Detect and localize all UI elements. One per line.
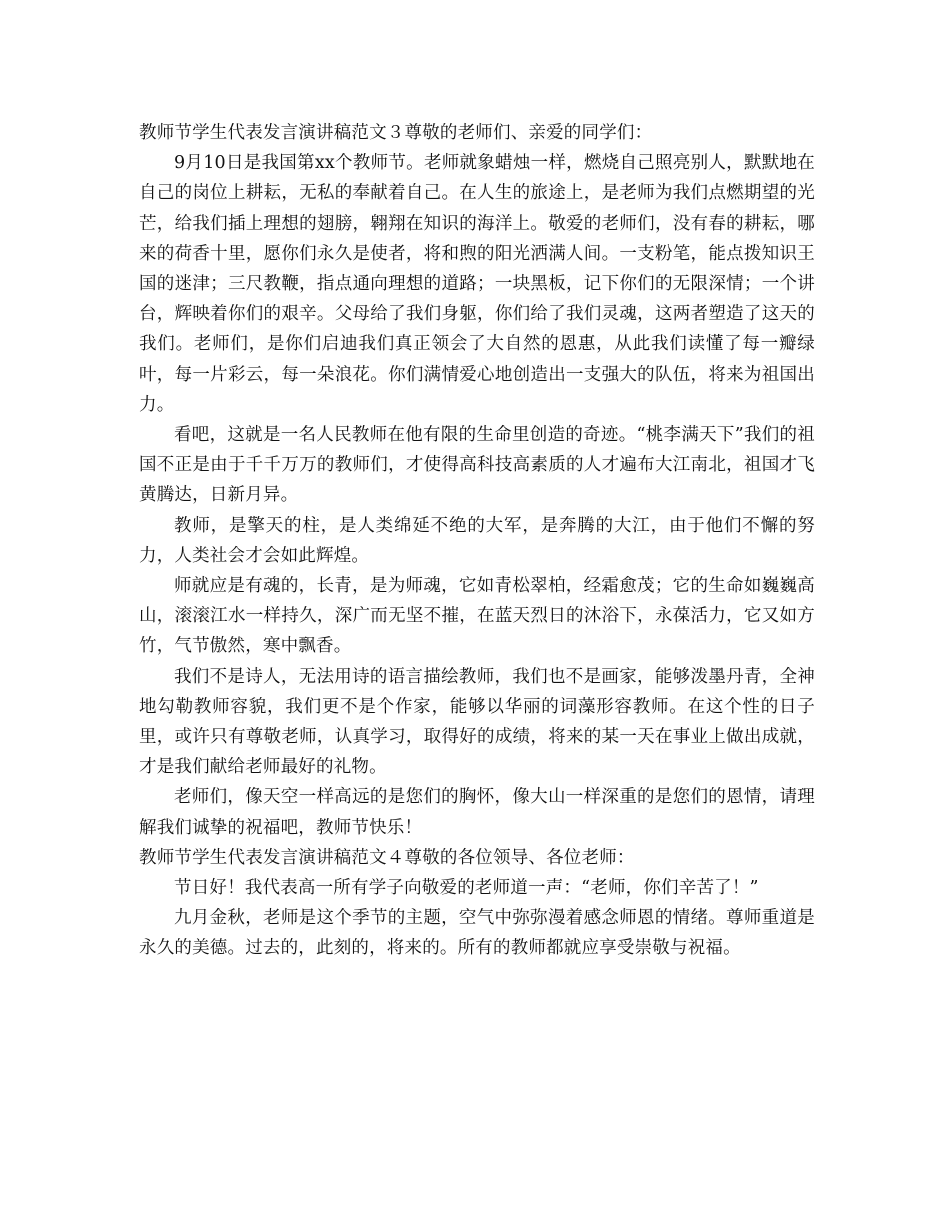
section-heading-3: 教师节学生代表发言演讲稿范文３尊敬的老师们、亲爱的同学们： bbox=[139, 123, 653, 143]
body-paragraph: 看吧，这就是一名人民教师在他有限的生命里创造的奇迹。“桃李满天下”我们的祖国不正是由于千千万万的教师们，才使得高科技高素质的人才遍布大江南北，祖国才飞黄腾达，日新月异。 bbox=[139, 425, 815, 506]
section-heading-4: 教师节学生代表发言演讲稿范文４尊敬的各位领导、各位老师： bbox=[139, 847, 635, 868]
body-paragraph: 师就应是有魂的，长青，是为师魂，它如青松翠柏，经霜愈茂；它的生命如巍巍高山，滚滚江水一样持久，深广而无坚不摧，在蓝天烈日的沐浴下，永葆活力，它又如方竹，气节傲然，寒中飘香。 bbox=[139, 576, 815, 657]
body-paragraph: 9月10日是我国第xx个教师节。老师就象蜡烛一样，燃烧自己照亮别人，默默地在自己的岗位上耕耘，无私的奉献着自己。在人生的旅途上，是老师为我们点燃期望的光芒，给我们插上理想的翅膀，翱翔在知识的海洋上。敬爱的老师们，没有春的耕耘，哪来的荷香十里，愿你们永久是使者，将和煦的阳光洒满人间。一支粉笔，能点拨知识王国的迷津；三尺教鞭，指点通向理想的道路；一块黑板，记下你们的无限深情；一个讲台，辉映着你们的艰辛。父母给了我们身躯，你们给了我们灵魂，这两者塑造了这天的我们。老师们，是你们启迪我们真正领会了大自然的恩惠，从此我们读懂了每一瓣绿叶，每一片彩云，每一朵浪花。你们满情爱心地创造出一支强大的队伍，将来为祖国出力。 bbox=[139, 153, 815, 415]
body-paragraph: 我们不是诗人，无法用诗的语言描绘教师，我们也不是画家，能够泼墨丹青，全神地勾勒教师容貌，我们更不是个作家，能够以华丽的词藻形容教师。在这个性的日子里，或许只有尊敬老师，认真学习，取得好的成绩，将来的某一天在事业上做出成就，才是我们献给老师最好的礼物。 bbox=[139, 666, 815, 778]
body-paragraph: 节日好！我代表高一所有学子向敬爱的老师道一声：“老师，你们辛苦了！” bbox=[174, 878, 759, 899]
document-body bbox=[139, 118, 815, 964]
body-paragraph: 九月金秋，老师是这个季节的主题，空气中弥弥漫着感念师恩的情绪。尊师重道是永久的美德。过去的，此刻的，将来的。所有的教师都就应享受崇敬与祝福。 bbox=[139, 908, 815, 959]
body-paragraph: 老师们，像天空一样高远的是您们的胸怀，像大山一样深重的是您们的恩情，请理解我们诚挚的祝福吧，教师节快乐！ bbox=[139, 787, 815, 838]
body-paragraph: 教师，是擎天的柱，是人类绵延不绝的大军，是奔腾的大江，由于他们不懈的努力，人类社会才会如此辉煌。 bbox=[139, 515, 815, 566]
